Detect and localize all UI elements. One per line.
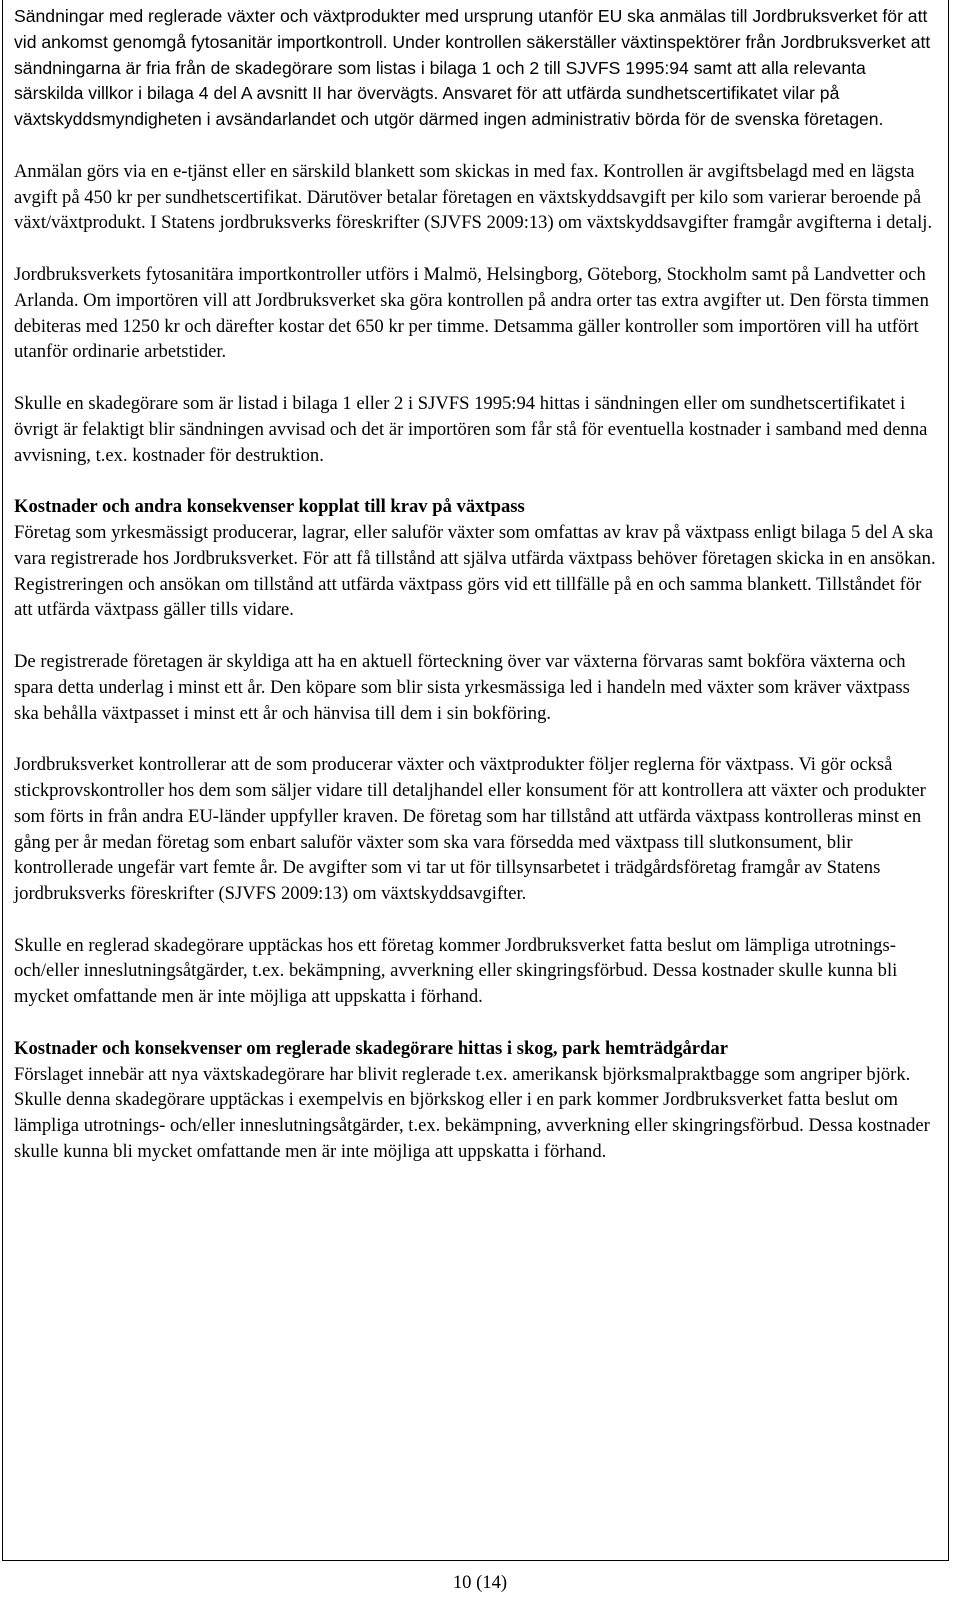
paragraph-import-notification — [14, 4, 938, 133]
paragraph-notification-fees — [14, 159, 938, 236]
paragraph-text: Anmälan görs via en e-tjänst eller en särskild blankett som skickas in med fax. Kontrollen är avgiftsbelagd med en lägsta avgift på 450 kr per sundhetscertifikat. Därutöver betalar företagen en växtskyddsavgift per kilo som varierar beroende på växt/växtprodukt. I Statens jordbruksverks föreskrifter (SJVFS 2009:13) om växtskyddsavgifter framgår avgifterna i detalj. — [14, 160, 933, 234]
paragraph-text: Företag som yrkesmässigt producerar, lagrar, eller saluför växter som omfattas av krav på växtpass enligt bilaga 5 del A ska vara registrerade hos Jordbruksverket. För att få tillstånd att själva utfärda växtpass behöver företagen skicka in en ansökan. Registreringen och ansökan om tillstånd att utfärda växtpass görs vid ett tillfälle på en och samma blankett. Tillståndet för att utfärda växtpass gäller tills vidare. — [14, 521, 936, 621]
paragraph-text: Jordbruksverkets fytosanitära importkontroller utförs i Malmö, Helsingborg, Göteborg, Stockholm samt på Landvetter och Arlanda. Om importören vill att Jordbruksverket ska göra kontrollen på andra orter tas extra avgifter ut. Den första timmen debiteras med 1250 kr och därefter kostar det 650 kr per timme. Detsamma gäller kontroller som importören vill ha utfört utanför ordinarie arbetstider. — [14, 263, 929, 363]
paragraph-text: Sändningar med reglerade växter och växtprodukter med ursprung utanför EU ska anmälas till Jordbruksverket för att vid ankomst genomgå fytosanitär importkontroll. Under kontrollen säkerställer växtinspektörer från Jordbruksverket att sändningarna är fria från de skadegörare som listas i bilaga 1 och 2 till SJVFS 1995:94 samt att alla relevanta särskilda villkor i bilaga 4 del A avsnitt II har övervägts. Ansvaret för att utfärda sundhetscertifikatet vilar på växtskyddsmyndigheten i avsändarlandet och utgör därmed ingen administrativ börda för de svenska företagen. — [14, 6, 931, 130]
paragraph-registry-obligations — [14, 649, 938, 726]
section-heading: Kostnader och andra konsekvenser kopplat till krav på växtpass — [14, 496, 525, 518]
paragraph-inspection — [14, 752, 938, 907]
paragraph-eradication-measures — [14, 933, 938, 1010]
page-number: 10 (14) — [452, 1572, 508, 1593]
document-body — [14, 4, 938, 1191]
paragraph-text: Skulle en skadegörare som är listad i bilaga 1 eller 2 i SJVFS 1995:94 hittas i sändningen eller om sundhetscertifikatet i övrigt är felaktigt blir sändningen avvisad och det är importören som får stå för eventuella kostnader i samband med denna avvisning, t.ex. kostnader för destruktion. — [14, 392, 928, 466]
section-forest-park-gardens — [14, 1036, 938, 1165]
paragraph-text: Förslaget innebär att nya växtskadegörare har blivit reglerade t.ex. amerikansk björksmalpraktbagge som angriper björk. Skulle denna skadegörare upptäckas i exempelvis en björkskog eller i en park kommer Jordbruksverket fatta beslut om lämpliga utrotnings- och/eller inneslutningsåtgärder, t.ex. bekämpning, avverkning eller skingringsförbud. Dessa kostnader skulle kunna bli mycket omfattande men är inte möjliga att uppskatta i förhand. — [14, 1063, 930, 1163]
paragraph-text: De registrerade företagen är skyldiga att ha en aktuell förteckning över var växterna förvaras samt bokföra växterna och spara detta underlag i minst ett år. Den köpare som blir sista yrkesmässiga led i handeln med växter som kräver växtpass ska behålla växtpasset i minst ett år och hänvisa till dem i sin bokföring. — [14, 650, 910, 724]
paragraph-text: Jordbruksverket kontrollerar att de som producerar växter och växtprodukter följer reglerna för växtpass. Vi gör också stickprovskontroller hos dem som säljer vidare till detaljhandel eller konsument för att kontrollera att växter och produkter som förts in från andra EU-länder uppfyller kraven. De företag som har tillstånd att utfärda växtpass kontrolleras minst en gång per år medan företag som enbart saluför växter som ska vara försedda med växtpass till slutkonsument, blir kontrollerade ungefär vart femte år. De avgifter som vi tar ut för tillsynsarbetet i trädgårdsföretag framgår av Statens jordbruksverks föreskrifter (SJVFS 2009:13) om växtskyddsavgifter. — [14, 754, 926, 905]
section-heading: Kostnader och konsekvenser om reglerade skadegörare hittas i skog, park hemträdgårdar — [14, 1037, 728, 1059]
section-plant-passport — [14, 494, 938, 623]
paragraph-text: Skulle en reglerad skadegörare upptäckas hos ett företag kommer Jordbruksverket fatta beslut om lämpliga utrotnings- och/eller inneslutningsåtgärder, t.ex. bekämpning, avverkning eller skingringsförbud. Dessa kostnader skulle kunna bli mycket omfattande men är inte möjliga att uppskatta i förhand. — [14, 934, 898, 1008]
paragraph-rejection-costs — [14, 391, 938, 468]
paragraph-control-locations — [14, 262, 938, 365]
